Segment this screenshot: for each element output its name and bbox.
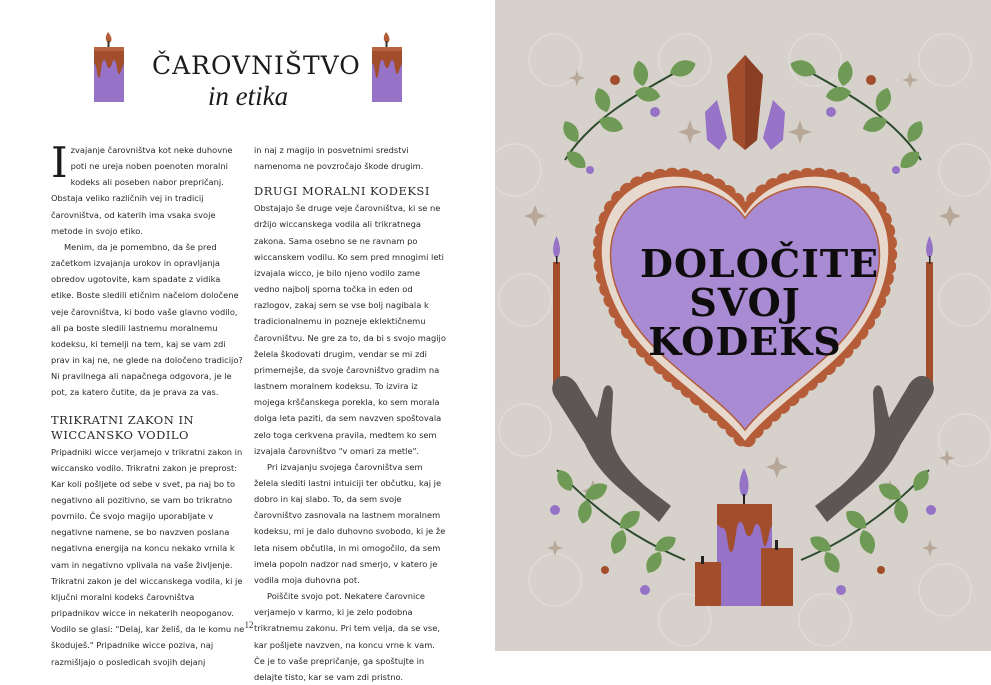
- page-number: 12: [244, 620, 254, 630]
- heart-title: DOLOČITE SVOJ KODEKS: [640, 241, 880, 364]
- candle-icon: [695, 468, 793, 606]
- body-paragraph: Poiščite svojo pot. Nekatere čarovnice verjamejo v karmo, ki je zelo podobna trikratnemu zakonu. Pri tem velja, da se vse, kar pošljete navzven, na koncu vrne k vam. Če je to vaše prepričanje, ga spoštujte in delajte tisto, kar se vam zdi pristno.: [254, 591, 440, 682]
- body-paragraph: Pripadniki wicce verjamejo v trikratni zakon in wiccansko vodilo. Trikratni zakon je preprost: Kar koli pošljete od sebe v svet, pa naj bo to negativno ali pozitivno, se vam bo trikratno povrnilo. Če svojo magijo uporabljate v negativne namene, se bo navzven poslana negativna energija na koncu nekako vrnila k vam in negativno vplivala na vaše življenje. Trikratni zakon je del wiccanskega vodila, ki je ključni moralni kodeks čarovništva pripadnikov wicce in nekaterih neopoganov. Vodilo se glasi: "Delaj, kar želiš, da le komu ne škoduješ." Pripadnike wicce poziva, naj razmišljajo o posledicah svojih dejanj: [51, 446, 245, 667]
- page-title: ČAROVNIŠTVO: [152, 51, 361, 80]
- section-heading: DRUGI MORALNI KODEKSI: [254, 184, 430, 199]
- text-column-left: [51, 138, 245, 670]
- drop-cap: I: [51, 138, 68, 187]
- page-subtitle: in etika: [207, 81, 289, 111]
- candle-icon: [926, 236, 933, 392]
- section-heading: TRIKRATNI ZAKON IN WICCANSKO VODILO: [51, 412, 195, 442]
- crystal-icon: [705, 55, 785, 150]
- candle-icon: [553, 236, 560, 392]
- body-paragraph: Menim, da je pomembno, da še pred začetkom izvajanja urokov in opravljanja obredov ugotovite, kam spadate z vidika etike. Boste sledili etičnim načelom določene veje čarovništva, ki bodo vaše glavno vodilo, ali pa boste sledili lastnemu moralnemu kodeksu, ki temelji na tem, kaj se vam zdi prav in kaj ne, ne glede na določeno tradicijo? Ni pravilnega ali napačnega odgovora, je le pot, za katero čutite, da je prava za vas.: [51, 241, 243, 398]
- body-paragraph: in naj z magijo in posvetnimi sredstvi namenoma ne povzročajo škode drugim.: [254, 145, 424, 172]
- illustration-page: [495, 0, 991, 651]
- leaf-branch-icon: [788, 57, 927, 174]
- leaf-branch-icon: [559, 57, 698, 174]
- candle-icon: [92, 30, 126, 104]
- left-page: [0, 0, 495, 682]
- body-paragraph: Pri izvajanju svojega čarovništva sem želela slediti lastni intuiciji ter občutku, kaj je dobro in kaj slabo. To, da sem svoje čarovništvo zasnovala na lastnem moralnem kodeksu, mi je dalo duhovno svobodo, ki je že leta nisem občutila, in mi omogočilo, da sem imela popoln nadzor nad smerjo, v katero je vodila moja duhovna pot.: [254, 461, 446, 585]
- text-column-right: [254, 142, 446, 685]
- candle-icon: [370, 30, 404, 104]
- intro-paragraph: Izvajanje čarovništva kot neke duhovne poti ne ureja noben poenoten moralni kodeks ali poseben nabor prepričanj. Obstaja veliko različnih vej in tradicij čarovništva, od katerih ima vsaka svoje metode in svojo etiko.: [51, 138, 233, 236]
- body-paragraph: Obstajajo še druge veje čarovništva, ki se ne držijo wiccanskega vodila ali trikratnega zakona. Sama osebno se ne ravnam po wiccanskem vodilu. Ko sem pred mnogimi leti izvajala wicco, je bilo njeno vodilo zame vedno najbolj sporna točka in eden od razlogov, zakaj sem se vse bolj nagibala k tradicionalnemu in pozneje eklektičnemu čarovništvu. Ne gre za to, da bi s svojo magijo želela škodovati drugim, vendar se mi zdi primernejše, da svoje čarovništvo gradim na lastnem moralnem kodeksu. To izvira iz mojega krščanskega porekla, ko sem morala dolga leta paziti, da sem navzven spoštovala zelo toga cerkvena pravila, medtem ko sem izvajala čarovništvo "v omari za metle".: [254, 203, 446, 456]
